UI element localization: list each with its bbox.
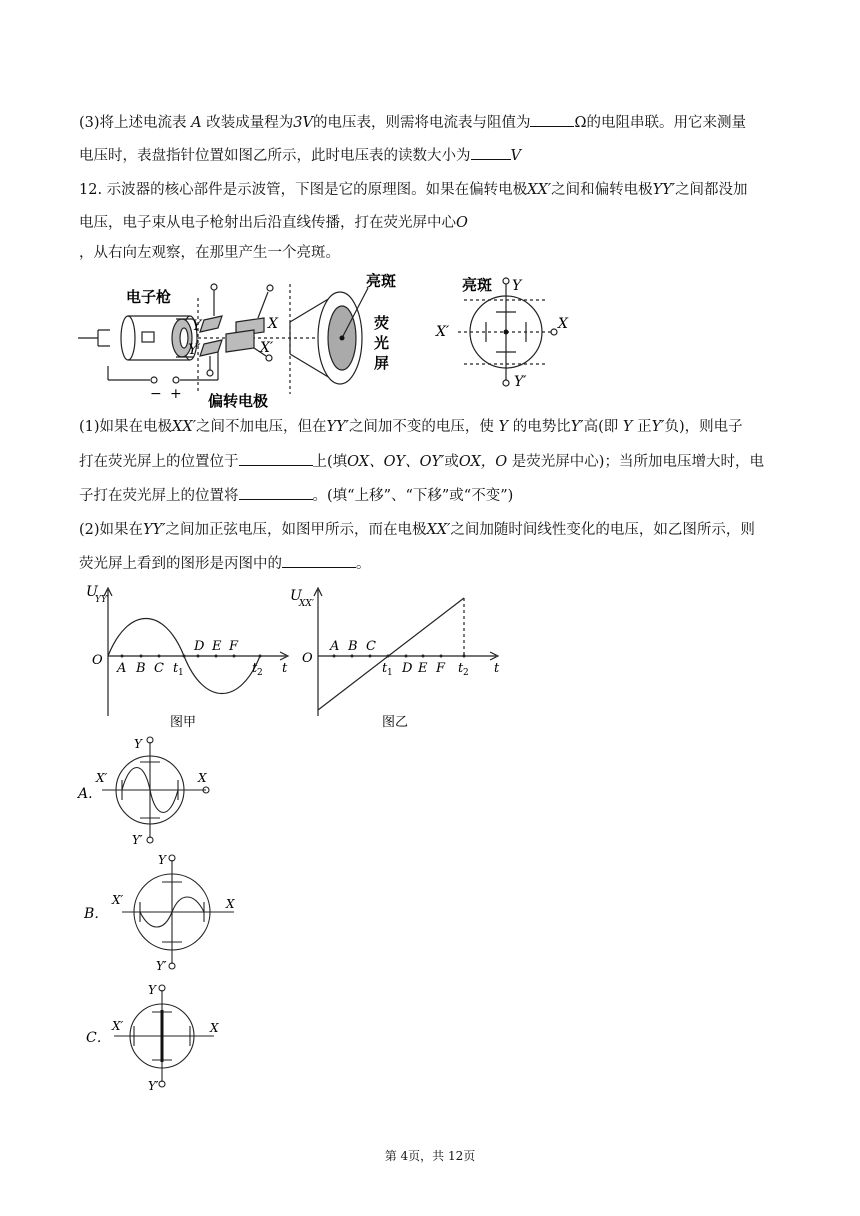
option-a-screen[interactable] xyxy=(76,734,216,848)
svg-text:C: C xyxy=(154,661,164,676)
option-c-screen[interactable] xyxy=(84,982,234,1092)
svg-text:O: O xyxy=(92,653,103,668)
answer-blank-voltage[interactable] xyxy=(471,145,511,160)
svg-text:X′: X′ xyxy=(436,324,450,340)
svg-text:Y: Y xyxy=(158,853,166,867)
svg-text:U: U xyxy=(290,588,302,604)
svg-text:X′: X′ xyxy=(112,893,124,907)
svg-text:Y′: Y′ xyxy=(188,342,201,358)
svg-text:Y′: Y′ xyxy=(148,1079,159,1092)
q12-p2-line1: (2)如果在YY′之间加正弦电压，如图甲所示，而在电极XX′之间加随时间线性变化的电压，如乙图所示，则 xyxy=(79,522,755,538)
q12-intro-line2: 电压，电子束从电子枪射出后沿直线传播，打在荧光屏中心O xyxy=(79,215,468,231)
caption-yi: 图乙 xyxy=(382,715,409,730)
svg-text:2: 2 xyxy=(257,668,263,678)
svg-text:A: A xyxy=(330,639,340,654)
svg-text:X: X xyxy=(198,771,207,785)
svg-text:B: B xyxy=(348,639,358,654)
svg-text:Y′: Y′ xyxy=(156,959,167,973)
svg-text:1: 1 xyxy=(387,668,393,678)
graph-jia-sine-voltage xyxy=(86,582,296,732)
answer-blank-position[interactable] xyxy=(239,451,313,466)
svg-text:A: A xyxy=(117,661,127,676)
svg-text:X: X xyxy=(558,316,568,332)
label-screen-2: 光 xyxy=(374,334,390,352)
q12-p1-line1: (1)如果在电极XX′之间不加电压，但在YY′之间加不变的电压，使 Y 的电势比Y′高(即 Y 正Y′负)，则电子 xyxy=(79,419,743,435)
svg-text:D: D xyxy=(402,661,413,676)
svg-text:t: t xyxy=(282,661,288,676)
answer-blank-figure[interactable] xyxy=(282,553,356,568)
svg-text:C: C xyxy=(366,639,376,654)
svg-text:O: O xyxy=(302,651,313,666)
svg-text:X′: X′ xyxy=(96,771,108,785)
svg-text:t: t xyxy=(173,661,179,676)
label-screen-1: 荧 xyxy=(374,314,390,332)
svg-text:Y: Y xyxy=(192,318,202,334)
svg-text:Y: Y xyxy=(512,278,522,294)
svg-text:F: F xyxy=(229,639,239,654)
q12-p1-line3: 子打在荧光屏上的位置将 。(填“上移”、“下移”或“不变”) xyxy=(79,485,513,506)
svg-text:X: X xyxy=(268,316,278,332)
svg-text:C．: C． xyxy=(86,1030,111,1046)
svg-text:−: − xyxy=(150,386,162,402)
svg-text:B．: B． xyxy=(84,906,109,922)
svg-text:Y: Y xyxy=(148,983,156,997)
q11-p3-line2: 电压时，表盘指针位置如图乙所示，此时电压表的读数大小为 V xyxy=(79,145,521,166)
q12-intro-line3: ，从右向左观察，在那里产生一个亮斑。 xyxy=(79,245,340,261)
graph-yi-linear-voltage xyxy=(286,582,506,732)
oscilloscope-tube-diagram xyxy=(78,270,578,410)
svg-text:F: F xyxy=(436,661,446,676)
svg-text:A.: A. xyxy=(78,786,93,802)
q12-intro-line1: 12. 示波器的核心部件是示波管，下图是它的原理图。如果在偏转电极XX′之间和偏转电极YY′之间都没加 xyxy=(79,182,748,198)
svg-text:t: t xyxy=(494,661,500,676)
svg-text:U: U xyxy=(86,584,98,600)
svg-text:D: D xyxy=(194,639,205,654)
svg-text:t: t xyxy=(252,661,258,676)
svg-text:Y′: Y′ xyxy=(514,374,527,390)
option-b-screen[interactable] xyxy=(82,852,242,976)
caption-jia: 图甲 xyxy=(170,715,197,730)
svg-text:X′: X′ xyxy=(260,340,274,356)
label-screen-3: 屏 xyxy=(374,354,390,372)
label-spot: 亮斑 xyxy=(366,272,397,290)
svg-text:B: B xyxy=(136,661,146,676)
label-deflection-electrodes: 偏转电极 xyxy=(208,392,269,410)
q12-p2-line2: 荧光屏上看到的图形是丙图中的 。 xyxy=(79,553,371,574)
svg-text:亮斑: 亮斑 xyxy=(462,276,493,294)
svg-text:Y: Y xyxy=(134,737,142,751)
svg-text:1: 1 xyxy=(178,668,184,678)
svg-text:Y′: Y′ xyxy=(132,833,143,847)
svg-text:E: E xyxy=(418,661,428,676)
svg-text:2: 2 xyxy=(463,668,469,678)
svg-text:X′: X′ xyxy=(112,1019,124,1033)
page-footer: 第 4页，共 12页 xyxy=(384,1149,476,1163)
svg-text:XX′: XX′ xyxy=(299,599,314,609)
label-electron-gun: 电子枪 xyxy=(126,288,172,306)
q12-p1-line2: 打在荧光屏上的位置位于 上(填OX、OY、OY′或OX，O 是荧光屏中心)；当所加电压增大时，电 xyxy=(79,451,764,472)
answer-blank-resistance[interactable] xyxy=(530,112,574,127)
svg-text:X: X xyxy=(226,897,235,911)
svg-text:+: + xyxy=(170,386,182,402)
svg-text:X: X xyxy=(210,1021,219,1035)
svg-text:E: E xyxy=(212,639,222,654)
svg-text:t: t xyxy=(382,661,388,676)
answer-blank-movement[interactable] xyxy=(239,485,313,500)
svg-text:t: t xyxy=(458,661,464,676)
q11-p3-line1: (3)将上述电流表 A 改装成量程为3V的电压表，则需将电流表与阻值为 Ω的电阻串联。用它来测量 xyxy=(79,112,746,133)
svg-text:YY′: YY′ xyxy=(95,595,109,605)
